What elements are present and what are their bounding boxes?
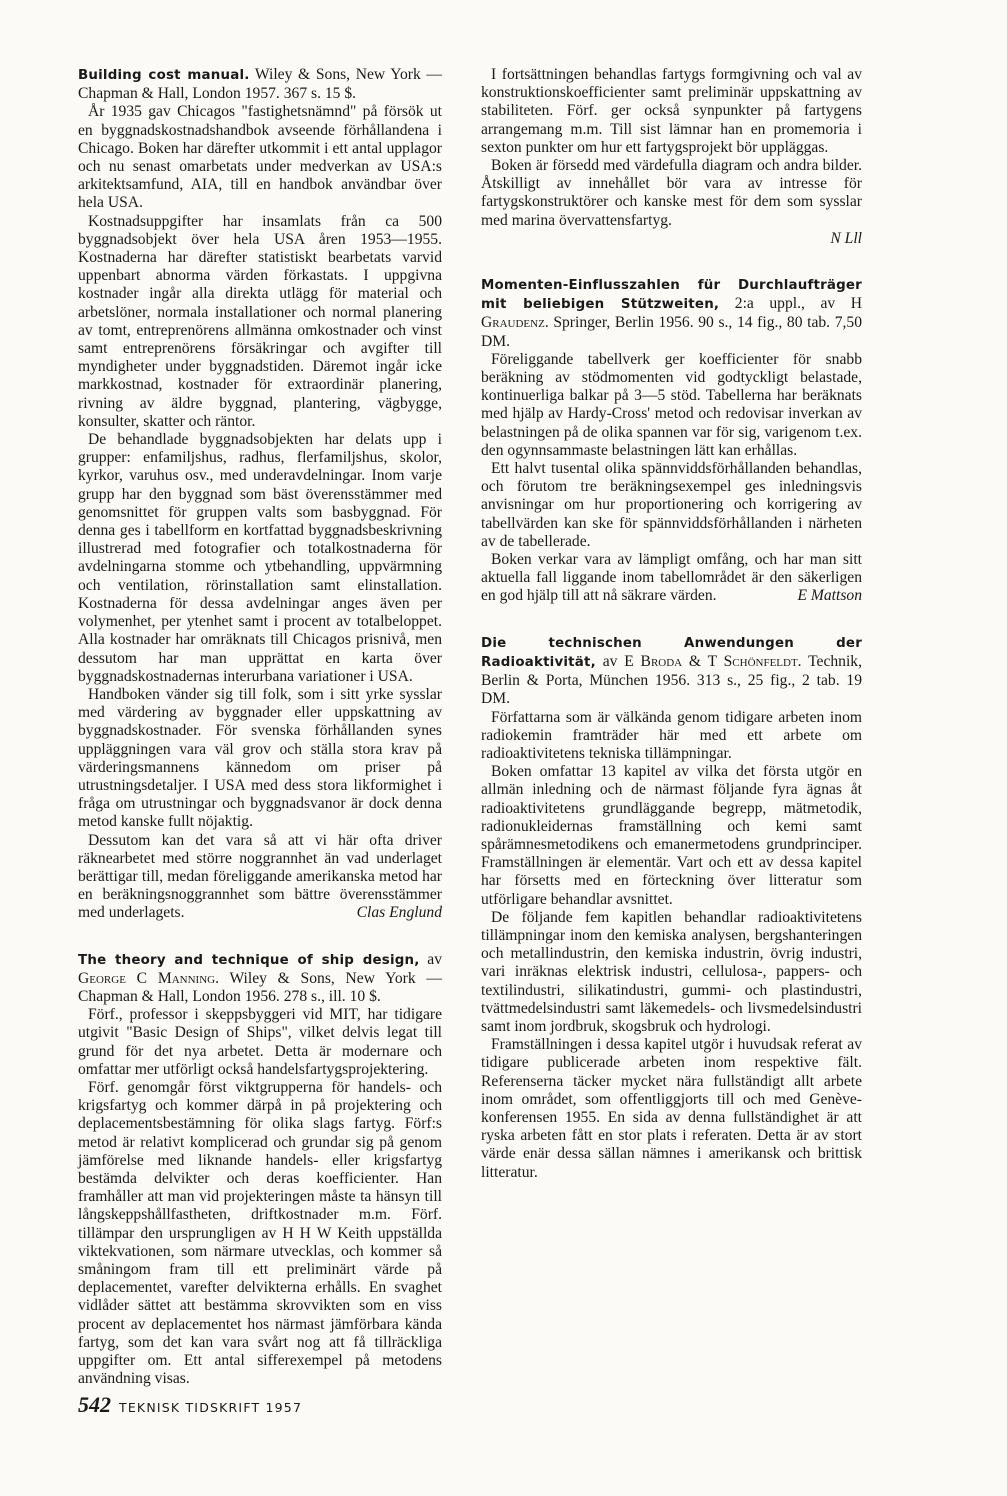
review-paragraph-text: Boken verkar vara av lämpligt omfång, och har man sitt aktuella fall liggande inom tabellområdet är den säkerligen en god hjälp till att nå säkrare värden. (481, 551, 862, 605)
page-number: 542 (78, 1392, 111, 1417)
review-paragraph: År 1935 gav Chicagos "fastighetsnämnd" på försök ut en byggnadskostnadshandbok avseende förhållandena i Chicago. Boken har därefter utkommit i ett antal upplagor och nu senast omarbetats under medverkan av USA:s arkitektsamfund, AIA, till en handbok användbar över hela USA. (78, 103, 442, 212)
review-author: Broda (640, 652, 683, 670)
review-biblio-pre: av (419, 950, 442, 968)
journal-name: TEKNISK TIDSKRIFT 1957 (119, 1400, 303, 1415)
review-paragraph: Framställningen i dessa kapitel utgör i huvudsak referat av tidigare publicerade arbeten inom respektive fält. Referenserna täcker mycket nära fullständigt allt arbete inom området, som offentliggjorts till och med Genève-konferensen 1955. En sida av denna fullständighet är att ryska arbeten fått en stor plats i referaten. Detta är av stort värde enär dessa sällan nämnes i amerikansk och brittisk litteratur. (481, 1036, 862, 1181)
review-momenten-einflusszahlen (481, 276, 862, 606)
review-building-cost-manual (78, 66, 442, 923)
review-paragraph: De behandlade byggnadsobjekten har delats upp i grupper: enfamiljshus, radhus, flerfamiljshus, skolor, kyrkor, varuhus osv., med underavdelningar. Inom varje grupp har den byggnad som bäst överensstämmer med genomsnittet för gruppen valts som basbyggnad. För denna ges i tabellform en kortfattad byggnadsbeskrivning illustrerad med fotografier och totalkostnaderna för avdelningarna stomme och ytbehandling, uppvärmning och ventilation, rörinstallation samt elinstallation. Kostnaderna för dessa avdelningar anges även per volymenhet, per ytenhet samt i procent av totalbeloppet. Alla kostnader har omräknats till Chicagos prisnivå, men dessutom har man upprättat en karta över byggnadskostnadernas interurbana variationer i USA. (78, 431, 442, 685)
review-title: Momenten-Einflusszahlen für Durchlaufträger mit beliebigen Stützweiten, (481, 278, 862, 313)
review-signature: N Lll (830, 229, 862, 247)
review-paragraph: Boken är försedd med värdefulla diagram och andra bilder. Åtskilligt av innehållet bör vara av intresse för fartygskonstruktörer och kanske mest för dem som sysslar med marina övervattensfartyg. (481, 157, 862, 229)
review-header (481, 276, 862, 351)
review-ship-design (78, 951, 442, 1389)
review-biblio: Wiley & Sons, New York —Chapman & Hall, London 1957. 367 s. 15 $. (78, 66, 442, 103)
review-author: Graudenz (481, 314, 545, 332)
review-biblio-pre: 2:a uppl., av H (719, 295, 862, 313)
review-biblio: . Technik, Berlin & Porta, München 1956. 313 s., 25 fig., 2 tab. 19 DM. (481, 652, 862, 708)
review-title: Building cost manual. (78, 68, 250, 83)
review-paragraph: Kostnadsuppgifter har insamlats från ca 500 byggnadsobjekt över hela USA åren 1953—1955. Kostnaderna har därefter statistiskt bearbetats varvid uppenbart abnorma värden förkastats. I uppgivna kostnader ingår alla direkta utlägg för material och arbetslöner, normala installationer och normal planering av tomt, entreprenörens allmänna omkostnader och vinst samt entreprenörens försäkringar och avgifter till myndigheter under byggnadstiden. Däremot ingår icke markkostnad, kostnader för extraordinär planering, rivning av äldre byggnad, plantering, vägbygge, konsulter, skatter och räntor. (78, 212, 442, 430)
review-paragraph: I fortsättningen behandlas fartygs formgivning och val av konstruktionskoefficienter samt preliminär uppskattning av stabiliteten. Förf. ger också synpunkter på fartygens arrangemang m.m. Till sist lämnar han en promemoria i sexton punkter om hur ett fartygsprojekt bör uppläggas. (481, 66, 862, 156)
review-biblio: . Springer, Berlin 1956. 90 s., 14 fig., 80 tab. 7,50 DM. (481, 314, 862, 350)
left-column (78, 66, 442, 1416)
review-author: Schönfeldt (723, 652, 798, 670)
review-author: George C Manning (78, 969, 216, 987)
review-paragraph-text: Dessutom kan det vara så att vi här ofta driver räknearbetet med större noggrannhet än vad underlaget berättigar till, medan föreliggande amerikanska metod har en beräkningsnoggrannhet som bättre överensstämmer med underlagets. (78, 831, 442, 922)
review-signature: Clas Englund (356, 904, 442, 922)
review-paragraph: Föreliggande tabellverk ger koefficienter för snabb beräkning av stödmomenten vid godtyckligt belastade, kontinuerliga balkar på 3—5 stöd. Tabellerna har beräknats med hjälp av Hardy-Cross' metod och redovisar inverkan av belastningen på de olika spannen var för sig, varigenom t.ex. den ogynnsammaste belastningen lätt kan erhållas. (481, 350, 862, 459)
review-header (78, 951, 442, 1007)
review-paragraph: Förf., professor i skeppsbyggeri vid MIT, har tidigare utgivit "Basic Design of Ships", vilket delvis legat till grund för det nya arbetet. Detta är modernare och omfattar mer utförligt också handelsfartygsprojektering. (78, 1006, 442, 1078)
review-radioaktivitat (481, 634, 862, 1182)
review-header (481, 634, 862, 709)
review-paragraph: De följande fem kapitlen behandlar radioaktivitetens tillämpningar inom den kemiska analysen, bergshanteringen och metallindustrin, den kemiska industrin, övrig industri, vari inräknas elektrisk industri, cellulosa-, pappers- och textilindustri, silikatindustri, gummi- och plastindustri, tvättmedelsindustri samt läkemedels- och livsmedelsindustri samt inom jordbruk, skogsbruk och hydrologi. (481, 908, 862, 1035)
review-paragraph (78, 832, 442, 923)
right-column (481, 66, 862, 1210)
review-paragraph: Handboken vänder sig till folk, som i sitt yrke sysslar med värdering av byggnader eller uppskattning av byggnadskostnader. För svenska förhållanden synes uppläggningen vara väl grov och ställa stora krav på värderingsmannens kännedom om priser på utrustningsdetaljer. I USA med dess stora likformighet i fråga om utrustningar och byggnadsvanor är dock denna metod kanske fullt nöjaktig. (78, 685, 442, 831)
review-biblio-mid: & T (682, 652, 724, 670)
review-signature: E Mattson (797, 587, 862, 605)
review-paragraph: Boken omfattar 13 kapitel av vilka det första utgör en allmän inledning och de närmast följande fyra ägnas åt radioaktivitetens grundläggande begrepp, mätmetodik, radionukleidernas framställning och kemi samt spårämnesmetodikens och emanermetodens grundprinciper. Framställningen är elementär. Vart och ett av dessa kapitel har försetts med en förteckning över litteratur som utförligare behandlar avsnittet. (481, 763, 862, 908)
review-title: Die technischen Anwendungen der Radioaktivität, (481, 635, 862, 670)
review-paragraph (481, 551, 862, 606)
review-header (78, 66, 442, 103)
review-title: The theory and technique of ship design, (78, 952, 420, 968)
review-biblio: . Wiley & Sons, New York — Chapman & Hall, London 1956. 278 s., ill. 10 $. (78, 969, 442, 1005)
review-ship-design-continued (481, 66, 862, 248)
review-paragraph: Ett halvt tusental olika spännviddsförhållanden behandlas, och förutom tre beräkningsexempel ges inledningsvis anvisningar om hur proportionering och korrigering av tabellvärden kan ske för spännviddsförhållanden i närheten av de tabellerade. (481, 460, 862, 550)
review-paragraph: Förf. genomgår först viktgrupperna för handels- och krigsfartyg och kommer därpå in på projektering och deplacementsbestämning för olika slags fartyg. Förf:s metod är relativt komplicerad och grundar sig på genom jämförelse med liknande handels- eller krigsfartyg bestämda delvikter och deras koefficienter. Han framhåller att man vid projekteringen måste ta hänsyn till långskeppshållfastheten, driftkostnader m.m. Förf. tillämpar den ursprungligen av H H W Keith uppställda viktekvationen, som närmare utvecklas, och kommer så småningom fram till ett preliminärt värde på deplacementet, varefter delvikterna erhålls. En svaghet vidlåder sättet att bestämma skrovvikten som en viss procent av deplacementet hos närmast jämförbara kända fartyg, som det kan vara svårt nog att få tillräckliga uppgifter om. Ett antal sifferexempel på metodens användning visas. (78, 1078, 442, 1388)
page-footer (78, 1392, 302, 1418)
review-biblio-pre: av E (595, 652, 641, 670)
review-paragraph: Författarna som är välkända genom tidigare arbeten inom radiokemin framträder här med ett arbete om radioaktivitetens tekniska tillämpningar. (481, 708, 862, 762)
